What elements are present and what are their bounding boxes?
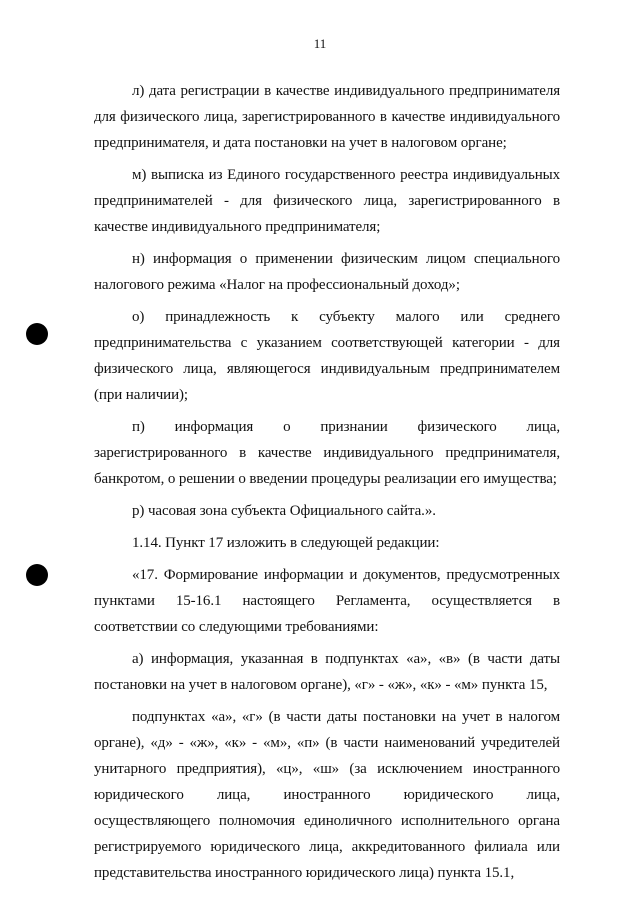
paragraph-p: п) информация о признании физического лица, зарегистрированного в качестве индивидуального предпринимателя, банкротом, о решении о введении процедуры реализации его имущества; (94, 419, 560, 487)
punch-hole (26, 564, 48, 586)
paragraph-17: «17. Формирование информации и документов, предусмотренных пунктами 15-16.1 настоящего Регламента, осуществляется в соответствии со следующими требованиями: (94, 567, 560, 635)
page-number: 11 (313, 36, 327, 51)
paragraph-o: о) принадлежность к субъекту малого или среднего предпринимательства с указанием соответствующей категории - для физического лица, являющегося индивидуальным предпринимателем (при наличии); (94, 309, 560, 403)
paragraph-1-14: 1.14. Пункт 17 изложить в следующей редакции: (132, 535, 440, 551)
paragraph-n: н) информация о применении физическим лицом специального налогового режима «Налог на профессиональный доход»; (94, 251, 560, 293)
punch-hole (26, 323, 48, 345)
document-body (94, 78, 560, 886)
paragraph-17-a: а) информация, указанная в подпунктах «а», «в» (в части даты постановки на учет в налоговом органе), «г» - «ж», «к» - «м» пункта 15, (94, 651, 560, 693)
paragraph-l: л) дата регистрации в качестве индивидуального предпринимателя для физического лица, зарегистрированного в качестве индивидуального предпринимателя, и дата постановки на учет в налоговом органе; (94, 83, 560, 151)
paragraph-17-a-cont: подпунктах «а», «г» (в части даты постановки на учет в налогом органе), «д» - «ж», «к» - «м», «п» (в части наименований учредителей унитарного предприятия), «ц», «ш» (за исключением иностранного юридического лица, иностранного юридического лица, осуществляющего полномочия единоличного исполнительного органа регистрируемого юридического лица, аккредитованного филиала или представительства иностранного юридического лица) пункта 15.1, (94, 709, 560, 881)
paragraph-r: р) часовая зона субъекта Официального сайта.». (132, 503, 436, 519)
paragraph-m: м) выписка из Единого государственного реестра индивидуальных предпринимателей - для физического лица, зарегистрированного в качестве индивидуального предпринимателя; (94, 167, 560, 235)
